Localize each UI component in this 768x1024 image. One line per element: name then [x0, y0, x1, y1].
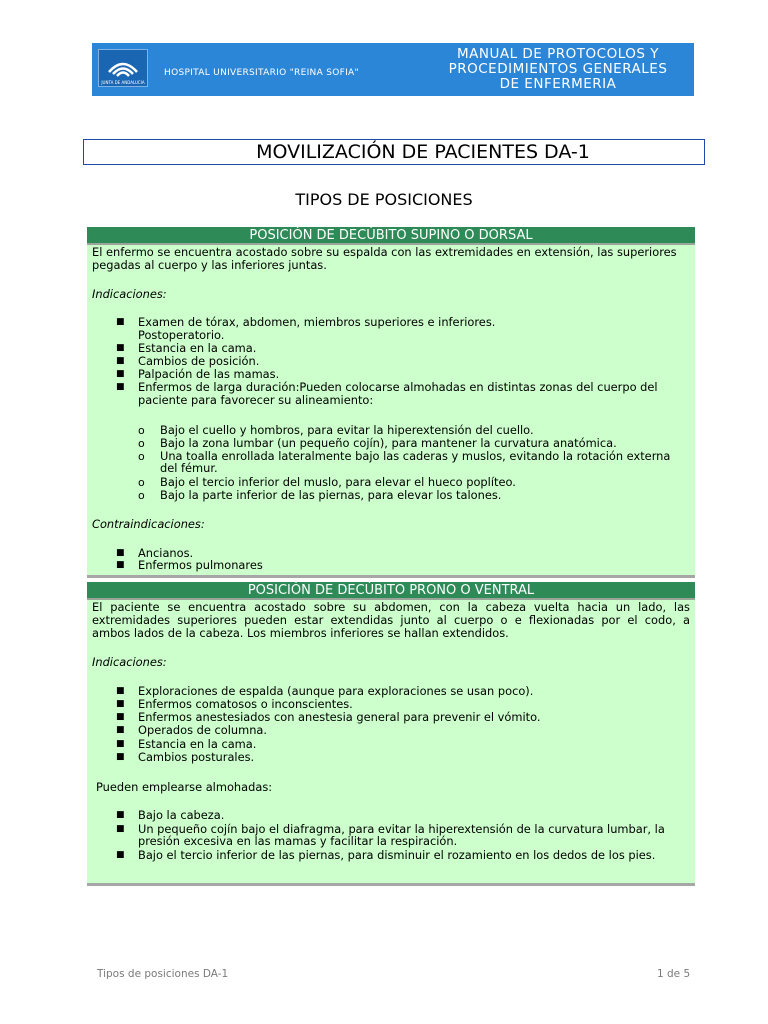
- bullet-icon: ■: [116, 369, 125, 379]
- footer-document-name: Tipos de posiciones DA-1: [97, 968, 229, 980]
- paragraph-line: extremidades superiores pueden estar extendidas junto al cuerpo o e flexionadas por el codo, a: [92, 613, 690, 627]
- bullet-icon: ■: [116, 739, 125, 749]
- header-banner: [92, 43, 694, 96]
- sub-list-item: Bajo el tercio inferior del muslo, para elevar el hueco poplíteo.: [160, 475, 516, 489]
- indicaciones-label: Indicaciones:: [92, 655, 167, 669]
- bullet-icon: ■: [116, 343, 125, 353]
- list-item: Bajo el tercio inferior de las piernas, para disminuir el rozamiento en los dedos de los pies.: [138, 848, 656, 862]
- circle-bullet-icon: o: [138, 437, 145, 450]
- bullet-icon: ■: [116, 317, 125, 327]
- manual-title-line: MANUAL DE PROTOCOLOS Y: [457, 47, 659, 62]
- sub-list-item: del fémur.: [160, 461, 218, 475]
- circle-bullet-icon: o: [138, 489, 145, 502]
- logo-caption: JUNTA DE ANDALUCIA: [101, 80, 145, 85]
- sub-list-item: Bajo la parte inferior de las piernas, para elevar los talones.: [160, 488, 502, 502]
- list-item: Bajo la cabeza.: [138, 808, 225, 822]
- list-item: Estancia en la cama.: [138, 341, 257, 355]
- paragraph-line: pegadas al cuerpo y las inferiores juntas.: [92, 258, 327, 272]
- list-item: Exploraciones de espalda (aunque para exploraciones se usan poco).: [138, 684, 534, 698]
- sub-list-item: Bajo la zona lumbar (un pequeño cojín), para mantener la curvatura anatómica.: [160, 436, 617, 450]
- list-item: Cambios de posición.: [138, 354, 260, 368]
- section-subtitle: TIPOS DE POSICIONES: [295, 190, 473, 209]
- circle-bullet-icon: o: [138, 476, 145, 489]
- list-item: paciente para favorecer su alineamiento:: [138, 393, 374, 407]
- indicaciones-label: Indicaciones:: [92, 287, 167, 301]
- section-heading-supino: POSICIÓN DE DECÚBITO SUPINO O DORSAL: [87, 227, 695, 245]
- section-heading-prono: POSICIÓN DE DECÚBITO PRONO O VENTRAL: [87, 582, 695, 600]
- paragraph-line: El enfermo se encuentra acostado sobre su espalda con las extremidades en extensión, las superiores: [92, 245, 677, 259]
- circle-bullet-icon: o: [138, 424, 145, 437]
- bullet-icon: ■: [116, 686, 125, 696]
- almohadas-label: Pueden emplearse almohadas:: [96, 780, 273, 794]
- hospital-name: HOSPITAL UNIVERSITARIO "REINA SOFIA": [164, 68, 359, 78]
- list-item: Enfermos de larga duración:Pueden colocarse almohadas en distintas zonas del cuerpo del: [138, 380, 658, 394]
- bullet-icon: ■: [116, 810, 125, 820]
- footer-page-number: 1 de 5: [657, 968, 691, 980]
- list-item: presión excesiva en las mamas y facilitar la respiración.: [138, 834, 458, 848]
- bullet-icon: ■: [116, 382, 125, 392]
- manual-title: [426, 47, 690, 96]
- sub-list-item: Una toalla enrollada lateralmente bajo las caderas y muslos, evitando la rotación externa: [160, 449, 671, 463]
- list-item: Estancia en la cama.: [138, 737, 257, 751]
- bullet-icon: ■: [116, 560, 125, 570]
- list-item: Cambios posturales.: [138, 750, 255, 764]
- list-item: Enfermos comatosos o inconscientes.: [138, 697, 353, 711]
- sub-list-item: Bajo el cuello y hombros, para evitar la hiperextensión del cuello.: [160, 423, 534, 437]
- junta-andalucia-logo-icon: [98, 49, 148, 87]
- bullet-icon: ■: [116, 356, 125, 366]
- bullet-icon: ■: [116, 725, 125, 735]
- list-item: Operados de columna.: [138, 723, 268, 737]
- list-item: Examen de tórax, abdomen, miembros superiores e inferiores.: [138, 315, 496, 329]
- contraindicaciones-label: Contraindicaciones:: [92, 517, 205, 531]
- bullet-icon: ■: [116, 850, 125, 860]
- paragraph-line: ambos lados de la cabeza. Los miembros inferiores se hallan extendidos.: [92, 626, 509, 640]
- list-item: Enfermos anestesiados con anestesia general para prevenir el vómito.: [138, 710, 541, 724]
- document-title: MOVILIZACIÓN DE PACIENTES DA-1: [256, 141, 590, 163]
- list-item: Enfermos pulmonares: [138, 558, 263, 572]
- document-title-box: [83, 139, 705, 165]
- circle-bullet-icon: o: [138, 450, 145, 463]
- manual-title-line: DE ENFERMERIA: [499, 76, 617, 92]
- list-item: Ancianos.: [138, 546, 194, 560]
- paragraph-line: El paciente se encuentra acostado sobre su abdomen, con la cabeza vuelta hacia un lado, las: [92, 600, 690, 614]
- bullet-icon: ■: [116, 548, 125, 558]
- bullet-icon: ■: [116, 752, 125, 762]
- bullet-icon: ■: [116, 824, 125, 834]
- bullet-icon: ■: [116, 699, 125, 709]
- bullet-icon: ■: [116, 712, 125, 722]
- list-item: Postoperatorio.: [138, 328, 225, 342]
- list-item: Un pequeño cojín bajo el diafragma, para evitar la hiperextensión de la curvatura lumbar, la: [138, 822, 665, 836]
- manual-title-line: PROCEDIMIENTOS GENERALES: [448, 61, 668, 77]
- list-item: Palpación de las mamas.: [138, 367, 280, 381]
